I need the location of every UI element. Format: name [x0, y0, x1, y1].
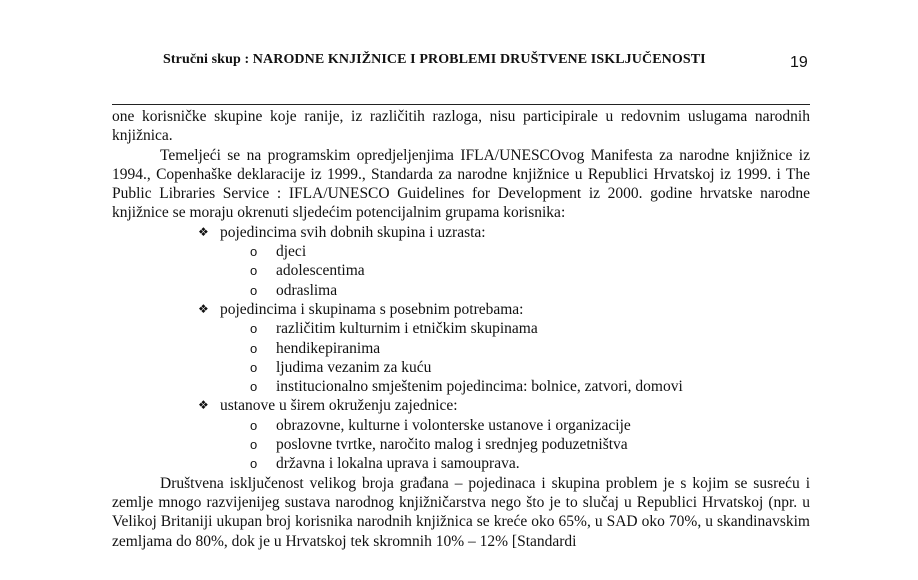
sub-item-text: hendikepiranima: [276, 339, 381, 357]
bullet-label: pojedincima i skupinama s posebnim potrebama:: [220, 300, 524, 318]
bullet-item: [198, 223, 810, 300]
paragraph-continuation: one korisničke skupine koje ranije, iz različitih razloga, nisu participirale u redovnim uslugama narodnih knjižnica.: [112, 108, 810, 145]
sub-list: [220, 319, 810, 396]
circle-bullet-icon: o: [250, 437, 258, 453]
bullet-list: [112, 223, 810, 474]
sub-item-text: poslovne tvrtke, naročito malog i srednjeg poduzetništva: [276, 436, 628, 454]
circle-bullet-icon: o: [250, 282, 258, 298]
circle-bullet-icon: o: [250, 321, 258, 337]
circle-bullet-icon: o: [250, 379, 258, 395]
sub-item: [250, 261, 810, 280]
body-text: [112, 107, 810, 551]
circle-bullet-icon: o: [250, 263, 258, 279]
sub-item-text: obrazovne, kulturne i volonterske ustanove i organizacije: [276, 416, 631, 434]
sub-item-text: institucionalno smještenim pojedincima: bolnice, zatvori, domovi: [276, 378, 683, 396]
sub-list: [220, 416, 810, 474]
sub-item: [250, 435, 810, 454]
circle-bullet-icon: o: [250, 417, 258, 433]
bullet-label: ustanove u širem okruženju zajednice:: [220, 397, 458, 415]
paragraph-intro: Temeljeći se na programskim opredjeljenjima IFLA/UNESCOvog Manifesta za narodne knjižnice iz 1994., Copenhaške deklaracije iz 1999., Standarda za narodne knjižnice u Republici Hrvatskoj iz 1999. i The Public Libraries Service : IFLA/UNESCO Guidelines for Development iz 2000. godine hrvatske narodne knjižnice se moraju okrenuti sljedećim potencijalnim grupama korisnika:: [112, 146, 810, 222]
bullet-label: pojedincima svih dobnih skupina i uzrasta:: [220, 223, 486, 241]
sub-item: [250, 454, 810, 473]
sub-item-text: državna i lokalna uprava i samouprava.: [276, 455, 520, 473]
sub-item: [250, 377, 810, 396]
diamond-bullet-icon: ❖: [198, 398, 209, 413]
header-rule: [112, 104, 810, 105]
sub-item-text: ljudima vezanim za kuću: [276, 358, 432, 376]
running-head: Stručni skup : NARODNE KNJIŽNICE I PROBLEMI DRUŠTVENE ISKLJUČENOSTI: [163, 52, 706, 67]
sub-item-text: adolescentima: [276, 262, 365, 280]
bullet-item: [198, 300, 810, 396]
sub-item-text: odraslima: [276, 281, 338, 299]
sub-item: [250, 339, 810, 358]
paragraph-social-exclusion: Društvena isključenost velikog broja građana – pojedinaca i skupina problem je s kojim se susreću i zemlje mnogo razvijenijeg sustava narodnog knjižničarstva nego što je to slučaj u Republici Hrvatskoj (npr. u Velikoj Britaniji ukupan broj korisnika narodnih knjižnica se kreće oko 65%, u SAD oko 70%, u skandinavskim zemljama do 80%, dok je u Hrvatskoj tek skromnih 10% – 12% [Standardi: [112, 474, 810, 550]
sub-item-text: različitim kulturnim i etničkim skupinama: [276, 320, 538, 338]
sub-item: [250, 319, 810, 338]
sub-item: [250, 242, 810, 261]
sub-item-text: djeci: [276, 243, 307, 261]
sub-item: [250, 358, 810, 377]
bullet-item: [198, 396, 810, 473]
circle-bullet-icon: o: [250, 359, 258, 375]
diamond-bullet-icon: ❖: [198, 301, 209, 316]
page-number: 19: [790, 54, 808, 71]
sub-item: [250, 281, 810, 300]
sub-item: [250, 416, 810, 435]
sub-list: [220, 242, 810, 300]
diamond-bullet-icon: ❖: [198, 224, 209, 239]
circle-bullet-icon: o: [250, 340, 258, 356]
circle-bullet-icon: o: [250, 244, 258, 260]
circle-bullet-icon: o: [250, 456, 258, 472]
